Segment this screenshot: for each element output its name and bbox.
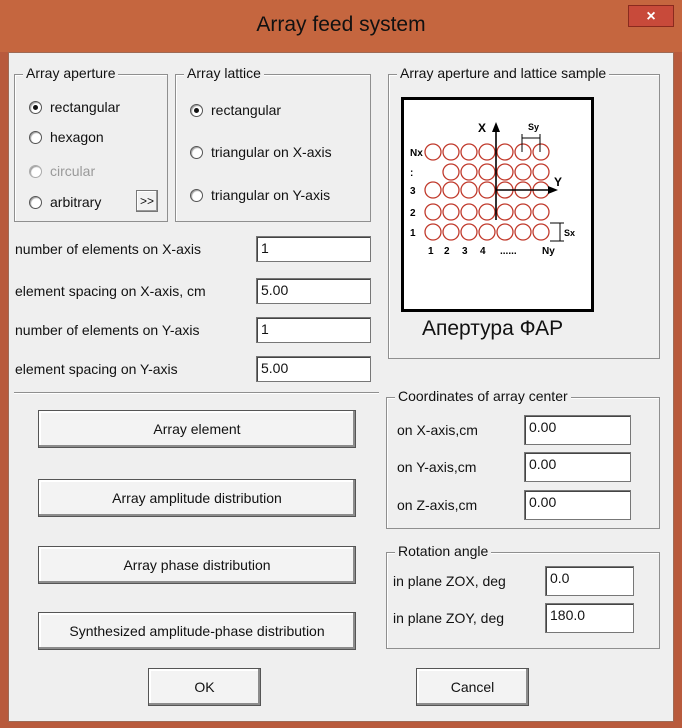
cancel-button[interactable]: Cancel — [416, 668, 529, 706]
param-label: element spacing on Y-axis — [15, 361, 178, 377]
array-phase-distribution-button[interactable]: Array phase distribution — [38, 546, 356, 584]
lattice-element — [425, 224, 441, 240]
lattice-element — [533, 224, 549, 240]
array-center-legend: Coordinates of array center — [395, 388, 571, 404]
lattice-element — [479, 204, 495, 220]
lattice-element — [515, 144, 531, 160]
lattice-option-rectangular[interactable] — [190, 102, 281, 118]
radio-icon[interactable] — [190, 146, 203, 159]
row-label: Nx — [410, 148, 423, 159]
lattice-option-triangular-y[interactable] — [190, 187, 330, 203]
center-input[interactable]: 0.00 — [524, 415, 631, 445]
lattice-element — [515, 224, 531, 240]
lattice-element — [533, 204, 549, 220]
close-button[interactable]: × — [628, 5, 674, 27]
sample-caption: Апертура ФАР — [422, 317, 564, 340]
array-amplitude-distribution-button[interactable]: Array amplitude distribution — [38, 479, 356, 517]
lattice-element — [443, 204, 459, 220]
lattice-option-triangular-x[interactable] — [190, 144, 332, 160]
column-label: 4 — [480, 246, 486, 257]
lattice-element — [479, 164, 495, 180]
aperture-option-circular — [29, 163, 95, 179]
column-label: 3 — [462, 246, 468, 257]
aperture-option-label: hexagon — [50, 129, 104, 145]
center-row-label: on Z-axis,cm — [397, 497, 478, 513]
array-lattice-legend: Array lattice — [184, 65, 264, 81]
rotation-input[interactable]: 0.0 — [545, 566, 634, 596]
lattice-element — [461, 164, 477, 180]
radio-icon[interactable] — [190, 104, 203, 117]
lattice-element — [497, 224, 513, 240]
title-bar[interactable] — [0, 0, 682, 52]
lattice-element — [461, 204, 477, 220]
lattice-element — [515, 164, 531, 180]
lattice-diagram — [404, 100, 591, 309]
lattice-option-label: triangular on Y-axis — [211, 187, 331, 203]
lattice-element — [479, 182, 495, 198]
aperture-option-rectangular[interactable] — [29, 99, 120, 115]
aperture-option-arbitrary[interactable] — [29, 194, 101, 210]
center-input[interactable]: 0.00 — [524, 490, 631, 520]
lattice-element — [497, 204, 513, 220]
ok-button[interactable]: OK — [148, 668, 261, 706]
lattice-element — [497, 144, 513, 160]
column-label: Ny — [542, 246, 555, 257]
center-row-label: on Y-axis,cm — [397, 459, 477, 475]
synthesized-amplitude-phase-button[interactable]: Synthesized amplitude-phase distribution — [38, 612, 356, 650]
lattice-element — [443, 224, 459, 240]
sample-legend: Array aperture and lattice sample — [397, 65, 609, 81]
lattice-element — [479, 224, 495, 240]
radio-icon[interactable] — [29, 131, 42, 144]
x-axis-label: X — [478, 121, 487, 135]
lattice-element — [515, 204, 531, 220]
lattice-element — [497, 164, 513, 180]
aperture-option-label: circular — [50, 163, 96, 179]
lattice-option-label: rectangular — [211, 102, 282, 118]
y-axis-label: Y — [554, 175, 563, 189]
row-label: 3 — [410, 186, 416, 197]
aperture-lattice-sample-image — [401, 97, 594, 312]
row-label: 1 — [410, 228, 416, 239]
lattice-element — [425, 182, 441, 198]
lattice-option-label: triangular on X-axis — [211, 144, 332, 160]
rotation-angle-legend: Rotation angle — [395, 543, 491, 559]
aperture-option-label: rectangular — [50, 99, 121, 115]
aperture-option-label: arbitrary — [50, 194, 102, 210]
row-label: 2 — [410, 208, 416, 219]
rotation-row-label: in plane ZOX, deg — [393, 573, 506, 589]
param-label: element spacing on X-axis, cm — [15, 283, 206, 299]
param-label: number of elements on Y-axis — [15, 322, 200, 338]
window-title: Array feed system — [256, 13, 426, 36]
param-input[interactable]: 5.00 — [256, 278, 371, 304]
lattice-element — [533, 164, 549, 180]
param-input[interactable]: 1 — [256, 317, 371, 343]
aperture-option-hexagon[interactable] — [29, 129, 104, 145]
lattice-element — [425, 144, 441, 160]
lattice-element — [479, 144, 495, 160]
lattice-element — [443, 144, 459, 160]
array-aperture-legend: Array aperture — [23, 65, 118, 81]
column-label: 1 — [428, 246, 434, 257]
array-lattice-group — [175, 65, 371, 222]
radio-icon[interactable] — [29, 101, 42, 114]
dialog-client-area — [8, 52, 674, 722]
radio-icon[interactable] — [190, 189, 203, 202]
rotation-input[interactable]: 180.0 — [545, 603, 634, 633]
param-input[interactable]: 1 — [256, 236, 371, 262]
radio-icon — [29, 165, 42, 178]
param-label: number of elements on X-axis — [15, 241, 201, 257]
lattice-element — [425, 204, 441, 220]
row-label: : — [410, 168, 414, 179]
lattice-element — [443, 164, 459, 180]
separator-line — [14, 392, 379, 394]
lattice-element — [443, 182, 459, 198]
center-row-label: on X-axis,cm — [397, 422, 478, 438]
column-label: 2 — [444, 246, 450, 257]
center-input[interactable]: 0.00 — [524, 452, 631, 482]
arbitrary-more-button[interactable]: >> — [136, 190, 158, 212]
column-label: ...... — [500, 246, 517, 257]
param-input[interactable]: 5.00 — [256, 356, 371, 382]
array-element-button[interactable]: Array element — [38, 410, 356, 448]
sx-label: Sx — [564, 228, 576, 238]
array-aperture-group — [14, 65, 168, 222]
sy-label: Sy — [528, 122, 540, 132]
rotation-row-label: in plane ZOY, deg — [393, 610, 505, 626]
radio-icon[interactable] — [29, 196, 42, 209]
lattice-element — [533, 144, 549, 160]
lattice-element — [461, 224, 477, 240]
lattice-element — [461, 144, 477, 160]
lattice-element — [461, 182, 477, 198]
